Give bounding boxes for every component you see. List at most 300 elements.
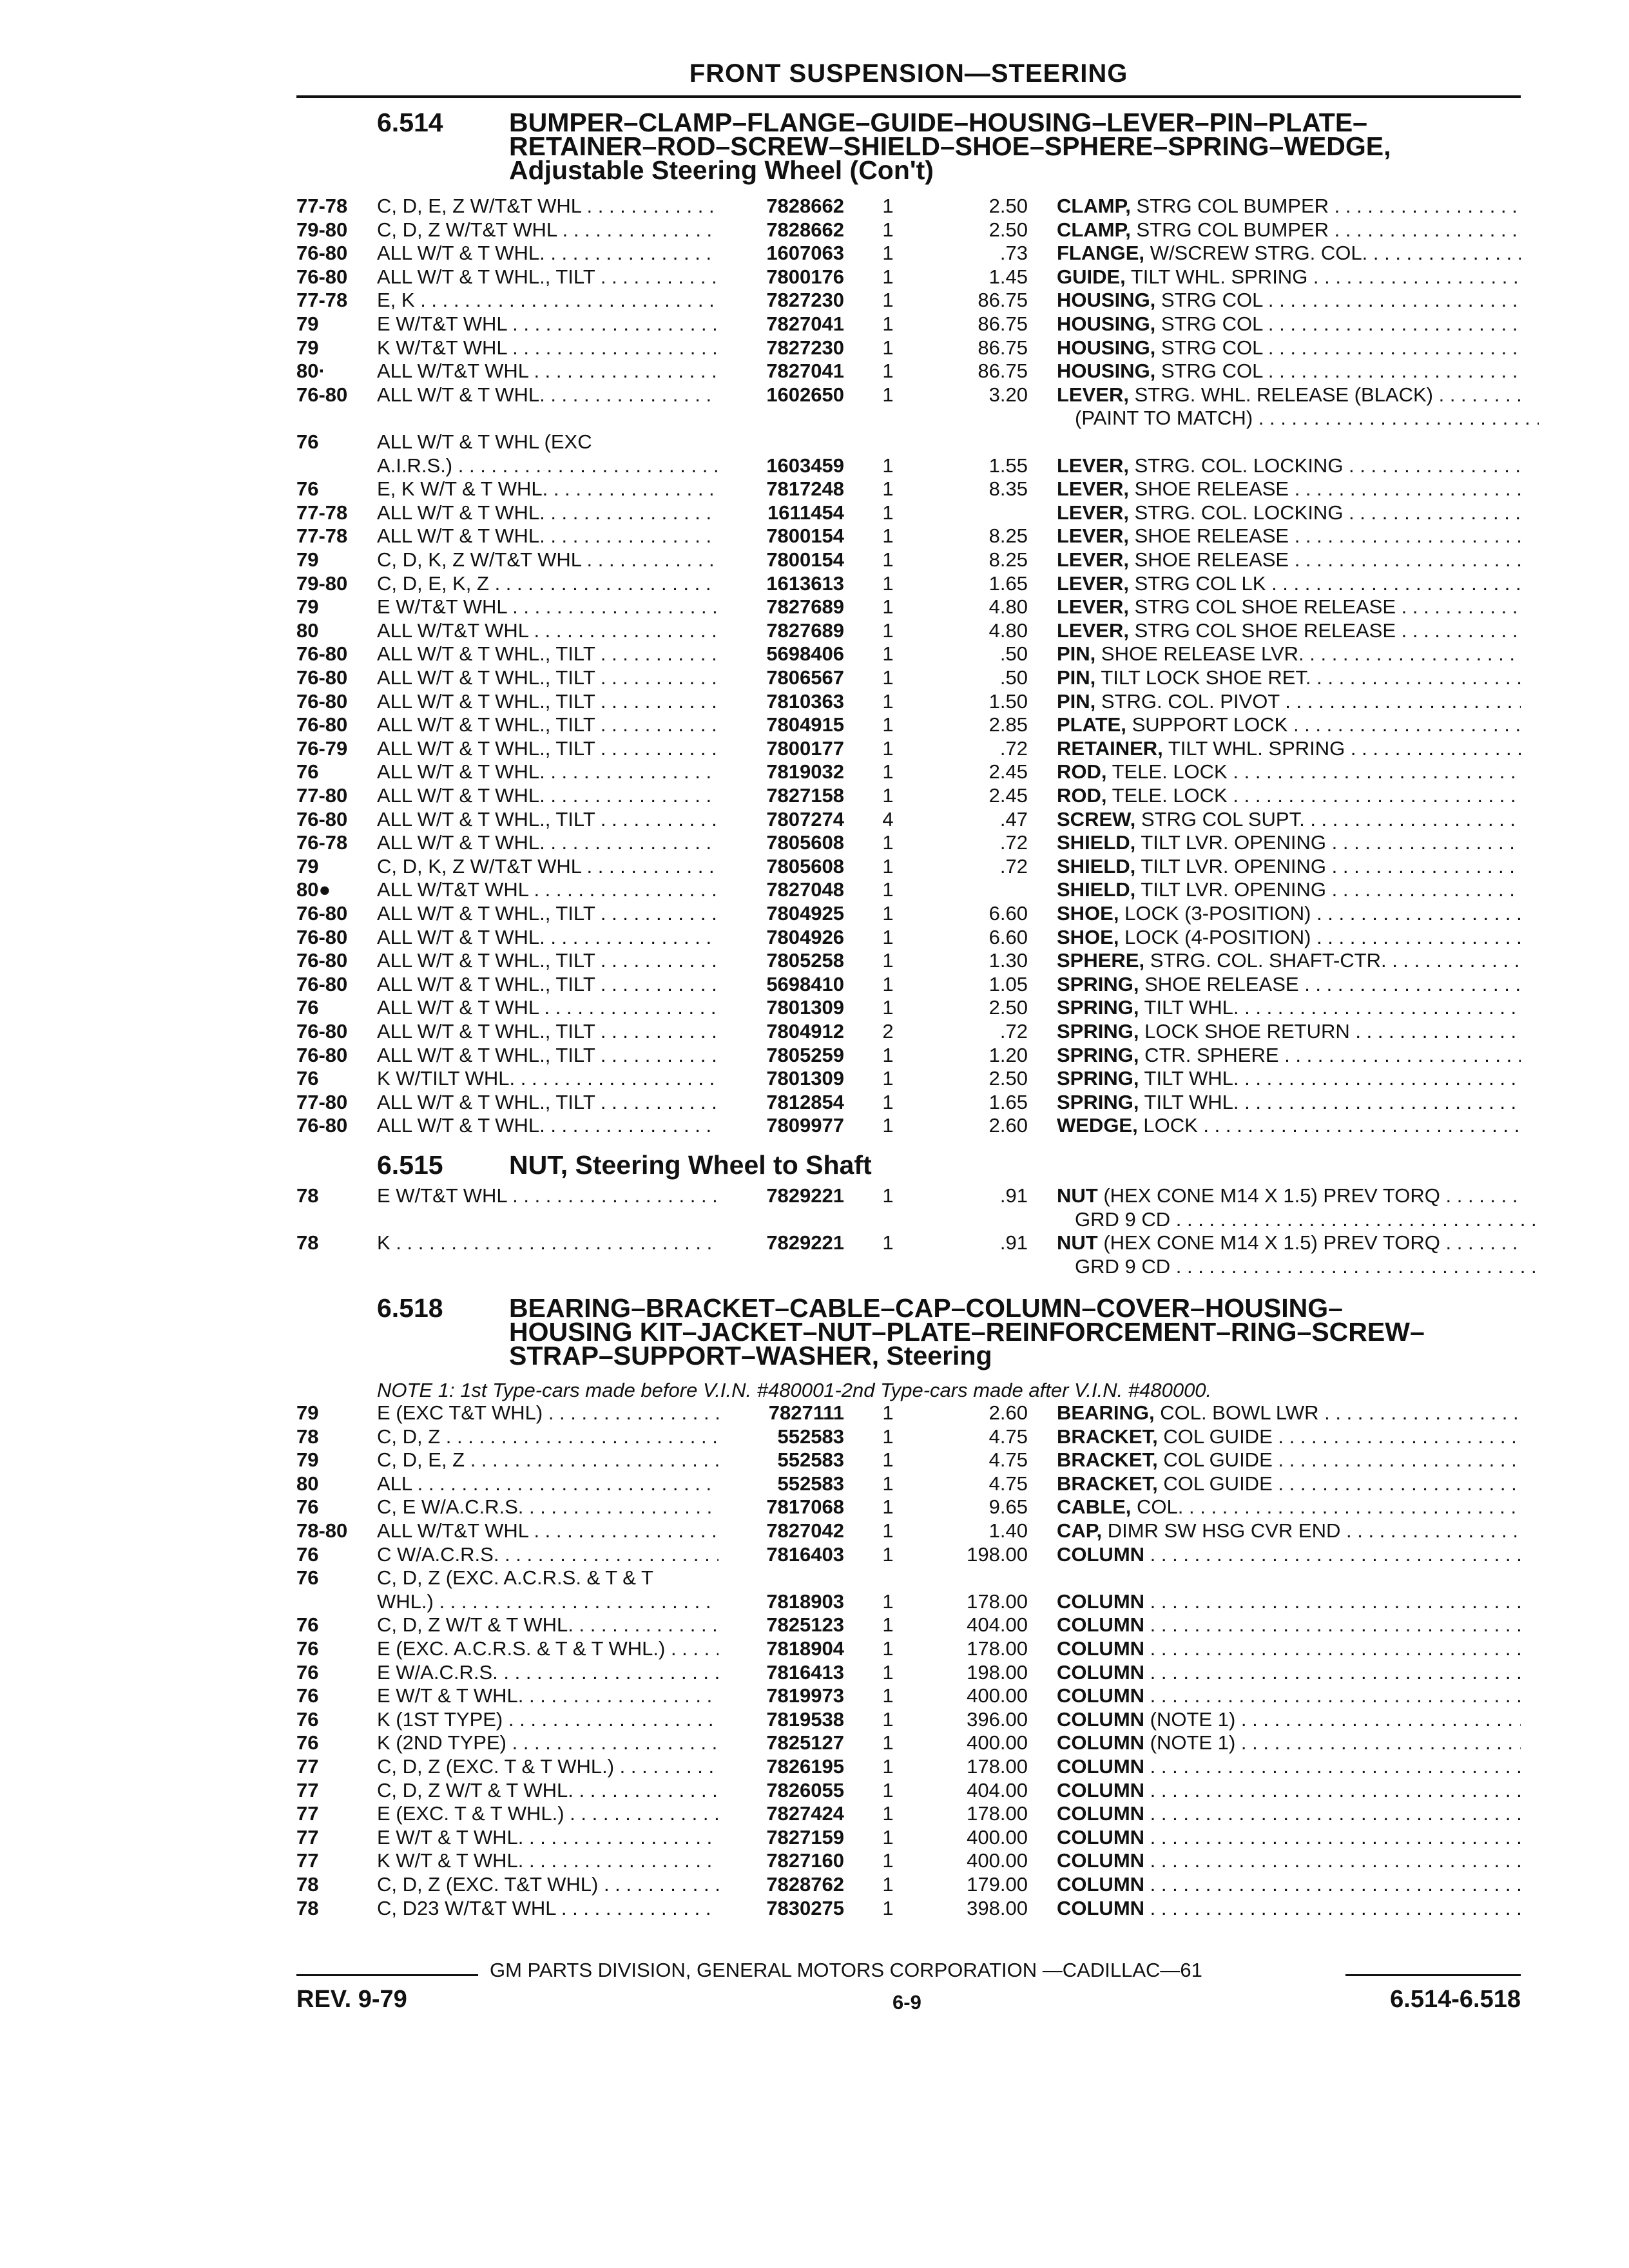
description [1057,360,1521,383]
part-number: 7800154 [766,524,844,548]
table-row [0,949,1629,972]
model-year: 76-80 [296,1043,348,1066]
table-row [0,1637,1629,1660]
quantity: 1 [882,312,894,335]
price: 400.00 [967,1684,1028,1707]
part-name: COLUMN [1057,1590,1145,1613]
table-row [0,996,1629,1019]
part-number: 552583 [777,1425,844,1448]
model-year: 76-80 [296,383,348,406]
table-row [0,1020,1629,1043]
description [1057,1543,1521,1566]
part-description: SHOE RELEASE [1134,477,1289,501]
part-description: TILT LVR. OPENING [1141,854,1327,878]
model-year: 76-80 [296,265,348,288]
part-description: LOCK (4-POSITION) [1124,925,1311,948]
part-number: 7825127 [766,1731,844,1754]
part-name: SHIELD, [1057,878,1136,901]
table-row [0,312,1629,336]
quantity: 1 [882,949,894,972]
part-name: SPRING, [1057,1020,1139,1043]
part-name: PIN, [1057,666,1096,689]
table-row [0,1401,1629,1425]
model-year: 77-80 [296,784,348,807]
table-row [0,1755,1629,1778]
part-number: 7804926 [766,925,844,948]
description [1057,1472,1521,1495]
model-year: 77 [296,1755,319,1778]
table-row [0,242,1629,265]
model-year: 77 [296,1849,319,1872]
application: ALL W/T & T WHL. . . . [377,383,718,407]
application: C, D, E, Z W/T&T WHL . . . [377,195,718,218]
model-year: 79 [296,312,319,335]
model-year: 78 [296,1184,319,1207]
model-year: 77-78 [296,501,348,524]
part-number: 7818904 [766,1637,844,1660]
description [1057,501,1521,524]
part-number: 7827689 [766,619,844,642]
part-number: 7805608 [766,831,844,854]
description [1057,878,1521,901]
quantity: 1 [882,666,894,689]
part-description: GRD 9 CD [1075,1207,1171,1231]
model-year: 76 [296,1637,319,1660]
model-year: 79 [296,1401,319,1424]
application: ALL W/T&T WHL . . . [377,1519,718,1542]
part-number: 5698406 [766,642,844,666]
model-year: 78 [296,1425,319,1448]
quantity: 1 [882,972,894,995]
footer-revision: REV. 9-79 [296,1986,407,2013]
application: WHL.) . . . [377,1590,718,1613]
description [1057,218,1521,242]
application: C, D, Z W/T & T WHL. . . . [377,1779,718,1802]
part-number: 7809977 [766,1114,844,1137]
price: 4.80 [988,595,1028,619]
application: ALL W/T & T WHL (EXC [377,430,592,453]
application: C, E W/A.C.R.S. . . . [377,1495,718,1519]
price: 2.60 [988,1114,1028,1137]
price: 2.50 [988,996,1028,1019]
part-description: GRD 9 CD [1075,1254,1171,1278]
quantity: 1 [882,831,894,854]
quantity: 1 [882,1401,894,1424]
quantity: 1 [882,1067,894,1090]
price: 6.60 [988,925,1028,948]
part-number: 7800177 [766,736,844,760]
quantity: 1 [882,1495,894,1519]
application: E W/T&T WHL . . . [377,312,718,336]
application: E (EXC T&T WHL) . . . [377,1401,718,1425]
part-number: 7816403 [766,1542,844,1566]
part-description: DIMR SW HSG CVR END [1107,1519,1341,1542]
application: ALL W/T & T WHL. . . . [377,1114,718,1137]
table-row [0,831,1629,854]
description [1057,289,1521,312]
model-year: 78 [296,1896,319,1919]
application: ALL W/T & T WHL., TILT . . . [377,1044,718,1067]
application: ALL W/T & T WHL., TILT . . . [377,902,718,925]
table-row [0,1873,1629,1896]
description [1057,1067,1521,1090]
application: E W/A.C.R.S. . . . [377,1661,718,1684]
table-row [0,1114,1629,1137]
application: ALL W/T & T WHL., TILT . . . [377,973,718,996]
price: .50 [999,666,1028,689]
quantity: 1 [882,289,894,312]
description [1057,737,1521,760]
description [1057,1020,1521,1043]
part-name: FLANGE, [1057,242,1145,265]
quantity: 1 [882,501,894,524]
description [1057,595,1521,619]
price: 178.00 [967,1590,1028,1613]
part-number: 7826195 [766,1755,844,1778]
part-name: BRACKET, [1057,1472,1158,1495]
model-year: 78-80 [296,1519,348,1542]
quantity: 1 [882,1731,894,1754]
description [1057,1091,1521,1114]
application: ALL W/T & T WHL., TILT . . . [377,737,718,760]
table-row [0,1044,1629,1067]
quantity: 1 [882,454,894,477]
part-name: COLUMN [1057,1637,1145,1660]
page-title: FRONT SUSPENSION—STEERING [689,59,1128,88]
part-number: 7826055 [766,1778,844,1802]
part-description: STRG. WHL. RELEASE (BLACK) [1134,383,1433,406]
description [1057,454,1521,477]
quantity: 1 [882,1090,894,1113]
quantity: 1 [882,1802,894,1825]
quantity: 1 [882,265,894,288]
application: ALL W/T & T WHL. . . . [377,784,718,807]
part-number: 7830275 [766,1896,844,1919]
description [1057,713,1521,736]
quantity: 1 [882,360,894,383]
part-name: COLUMN [1057,1660,1145,1684]
description [1057,973,1521,996]
part-description: TELE. LOCK [1112,784,1228,807]
quantity: 4 [882,807,894,831]
description [1057,1401,1521,1425]
price: 178.00 [967,1637,1028,1660]
part-description: STRG COL SUPT. [1141,807,1305,831]
price: 1.20 [988,1043,1028,1066]
part-name: LEVER, [1057,548,1129,571]
section-title-line: HOUSING KIT–JACKET–NUT–PLATE–REINFORCEMENT–RING–SCREW– [509,1317,1425,1347]
application: C, D, Z (EXC. T&T WHL) . . . [377,1873,718,1896]
part-number: 1607063 [766,242,844,265]
application: E W/T & T WHL. . . . [377,1684,718,1707]
application: ALL W/T & T WHL., TILT . . . [377,1020,718,1043]
application: C, D, Z . . . [377,1425,718,1448]
quantity: 1 [882,878,894,901]
table-row [0,1255,1629,1278]
model-year: 79-80 [296,218,348,241]
price: .72 [999,831,1028,854]
part-description: LOCK (3-POSITION) [1124,902,1311,925]
table-row [0,784,1629,807]
part-description: SHOE RELEASE LVR. [1101,642,1304,666]
description [1057,949,1521,972]
part-description: COL GUIDE [1163,1448,1273,1472]
part-name: HOUSING, [1057,289,1156,312]
part-name: SPRING, [1057,1090,1139,1113]
section-title-line: NUT, Steering Wheel to Shaft [509,1150,872,1180]
part-number: 1613613 [766,572,844,595]
description [1057,1590,1521,1613]
part-name: SHOE, [1057,925,1119,948]
price: 198.00 [967,1660,1028,1684]
description [1057,1897,1521,1920]
table-row [0,1590,1629,1613]
quantity: 1 [882,1707,894,1731]
table-row [0,1067,1629,1090]
part-number: 7801309 [766,1067,844,1090]
application: K W/TILT WHL. . . . [377,1067,718,1090]
footer-page-number: 6-9 [892,1991,921,2013]
quantity: 1 [882,218,894,241]
part-number: 7827159 [766,1825,844,1849]
model-year: 78 [296,1231,319,1254]
quantity: 1 [882,1184,894,1207]
table-row [0,1231,1629,1254]
application: C, D, Z (EXC. A.C.R.S. & T & T [377,1566,653,1590]
price: 8.25 [988,524,1028,548]
application: C, D, Z (EXC. T & T WHL.) . . . [377,1755,718,1778]
model-year: 76-79 [296,736,348,760]
part-description: STRG COL [1161,289,1263,312]
application: K W/T & T WHL. . . . [377,1849,718,1872]
description [1057,1873,1521,1896]
part-description: STRG COL [1161,336,1263,359]
price: 178.00 [967,1755,1028,1778]
quantity: 1 [882,1755,894,1778]
model-year: 76-80 [296,902,348,925]
part-number: 7827111 [768,1401,844,1424]
price: 1.65 [988,572,1028,595]
part-number: 7818903 [766,1590,844,1613]
application: ALL W/T & T WHL., TILT . . . [377,265,718,289]
description [1057,1802,1521,1825]
part-name: SHOE, [1057,902,1119,925]
table-row [0,1613,1629,1637]
table-row [0,1543,1629,1566]
part-description: (NOTE 1) [1150,1731,1236,1754]
description [1057,1708,1521,1731]
price: 2.50 [988,218,1028,241]
model-year: 80 [296,619,319,642]
model-year: 79-80 [296,572,348,595]
part-name: COLUMN [1057,1825,1145,1849]
part-description: TELE. LOCK [1112,760,1228,783]
quantity: 1 [882,689,894,713]
part-number: 7801309 [766,996,844,1019]
part-description: STRG COL BUMPER [1136,195,1329,217]
part-name: HOUSING, [1057,360,1156,383]
part-name: WEDGE, [1057,1114,1138,1137]
model-year: 76-80 [296,1020,348,1043]
description [1057,1231,1521,1254]
footer-rule-right [1345,1974,1521,1976]
application: ALL W/T & T WHL. . . . [377,760,718,783]
part-number: 7825123 [766,1613,844,1637]
part-name: BRACKET, [1057,1425,1158,1448]
part-number: 7807274 [766,807,844,831]
application: E W/T&T WHL . . . [377,595,718,619]
model-year: 77-80 [296,1090,348,1113]
quantity: 1 [882,524,894,548]
table-row [0,501,1629,524]
price: 1.50 [988,689,1028,713]
section-number: 6.518 [377,1293,443,1323]
description [1057,572,1521,595]
model-year: 76 [296,1542,319,1566]
part-name: SCREW, [1057,807,1136,831]
quantity: 1 [882,572,894,595]
part-name: LEVER, [1057,524,1129,548]
part-name: COLUMN [1057,1707,1145,1731]
part-number: 1611454 [767,501,844,524]
application: E, K . . . [377,289,718,312]
application: C, D, K, Z W/T&T WHL . . . [377,548,718,572]
part-number: 7829221 [766,1184,844,1207]
quantity: 1 [882,996,894,1019]
application: ALL W/T & T WHL., TILT . . . [377,713,718,736]
price: 4.75 [988,1472,1028,1495]
description [1057,312,1521,336]
price: 179.00 [967,1873,1028,1896]
table-row [0,524,1629,548]
table-row [0,1425,1629,1448]
price: 400.00 [967,1849,1028,1872]
application: K (1ST TYPE) . . . [377,1708,718,1731]
part-description: (NOTE 1) [1150,1707,1236,1731]
part-description: (HEX CONE M14 X 1.5) PREV TORQ [1103,1184,1440,1207]
quantity: 1 [882,1896,894,1919]
section-title-line: BEARING–BRACKET–CABLE–CAP–COLUMN–COVER–HOUSING– [509,1293,1343,1323]
model-year: 76 [296,1684,319,1707]
table-row [0,1519,1629,1542]
part-number: 7804912 [766,1020,844,1043]
price: 4.75 [988,1448,1028,1472]
part-name: BRACKET, [1057,1448,1158,1472]
description [1057,1184,1521,1207]
part-name: PLATE, [1057,713,1126,736]
table-row [0,336,1629,360]
description [1057,1114,1521,1137]
price: 2.45 [988,784,1028,807]
part-number: 7827689 [766,595,844,619]
price: 2.85 [988,713,1028,736]
part-description: SUPPORT LOCK [1132,713,1288,736]
price: 1.55 [988,454,1028,477]
model-year: 76-80 [296,1114,348,1137]
description [1057,524,1521,548]
part-description: TILT LOCK SHOE RET. [1101,666,1311,689]
part-number: 7805259 [766,1043,844,1066]
description [1057,1519,1521,1542]
quantity: 1 [882,336,894,359]
model-year: 76 [296,1495,319,1519]
section-number: 6.514 [377,108,443,137]
quantity: 1 [882,595,894,619]
quantity: 1 [882,736,894,760]
table-row [0,218,1629,242]
table-row [0,1472,1629,1495]
part-name: LEVER, [1057,501,1129,524]
quantity: 1 [882,548,894,571]
table-row [0,1448,1629,1472]
part-description: W/SCREW STRG. COL. [1150,242,1368,265]
application: E W/T&T WHL . . . [377,1184,718,1207]
price: 86.75 [978,360,1028,383]
footer-section-range: 6.514-6.518 [1390,1986,1521,2013]
part-number: 7816413 [766,1660,844,1684]
table-row [0,666,1629,689]
price: 8.25 [988,548,1028,571]
part-name: COLUMN [1057,1684,1145,1707]
price: .47 [999,807,1028,831]
quantity: 1 [882,1684,894,1707]
model-year: 77 [296,1825,319,1849]
part-description: SHOE RELEASE [1134,524,1289,548]
application: ALL W/T&T WHL . . . [377,619,718,642]
application: C W/A.C.R.S. . . . [377,1543,718,1566]
part-name: SHIELD, [1057,831,1136,854]
model-year: 76-80 [296,972,348,995]
price: 6.60 [988,902,1028,925]
price: 398.00 [967,1896,1028,1919]
part-description: STRG. COL. PIVOT [1101,689,1280,713]
model-year: 76-78 [296,831,348,854]
part-description: STRG COL [1161,312,1263,335]
table-row [0,808,1629,831]
description [1057,477,1521,501]
part-description: CTR. SPHERE [1144,1043,1279,1066]
table-row [0,289,1629,312]
description [1057,242,1521,265]
table-row [0,926,1629,949]
price: .72 [999,854,1028,878]
description [1057,1849,1521,1872]
part-description: STRG. COL. SHAFT-CTR. [1150,949,1387,972]
table-row [0,973,1629,996]
price: 4.80 [988,619,1028,642]
quantity: 1 [882,713,894,736]
table-row [0,619,1629,642]
part-number: 7827042 [766,1519,844,1542]
footer-publisher: GM PARTS DIVISION, GENERAL MOTORS CORPORATION —CADILLAC—61 [490,1959,1202,1981]
application: C, D23 W/T&T WHL . . . [377,1897,718,1920]
table-row [0,360,1629,383]
table-row [0,1731,1629,1754]
quantity: 1 [882,902,894,925]
quantity: 1 [882,1849,894,1872]
quantity: 1 [882,619,894,642]
model-year: 79 [296,548,319,571]
quantity: 1 [882,383,894,406]
section-title-line: Adjustable Steering Wheel (Con't) [509,155,934,185]
application: K . . . [377,1231,718,1254]
description [1057,642,1521,666]
quantity: 1 [882,642,894,666]
part-number: 7819973 [766,1684,844,1707]
part-name: SHIELD, [1057,854,1136,878]
table-row [0,407,1629,430]
price: .91 [999,1184,1028,1207]
